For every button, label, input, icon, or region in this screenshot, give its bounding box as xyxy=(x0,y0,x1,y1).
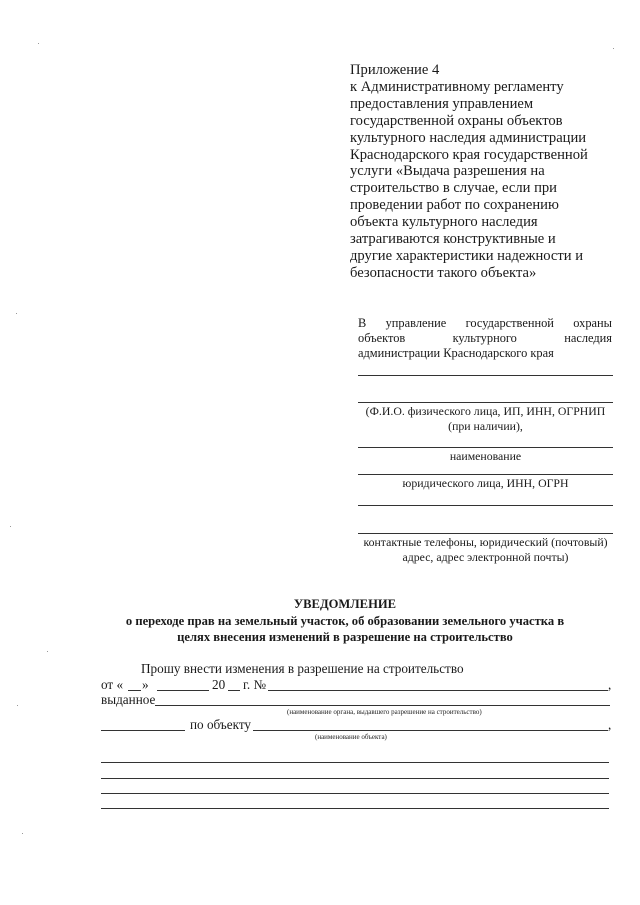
name-field-line xyxy=(358,447,613,448)
notice-subtitle-line-1: о переходе прав на земельный участок, об образовании земельного участка в xyxy=(125,614,565,628)
appendix-line: затрагиваются конструктивные и xyxy=(350,231,556,248)
appendix-header xyxy=(350,62,612,282)
year-suffix: г. № xyxy=(243,677,267,692)
fio-field-line xyxy=(358,402,613,403)
from-prefix: от « xyxy=(101,677,124,692)
appendix-line: другие характеристики надежности и xyxy=(350,247,584,264)
addressee-word: В xyxy=(358,316,367,330)
appendix-line: предоставления управлением xyxy=(350,95,534,112)
contacts-caption-line-1: контактные телефоны, юридический (почтовый) xyxy=(363,535,608,549)
scan-speck xyxy=(10,526,11,527)
appendix-line: услуги «Выдача разрешения на xyxy=(350,163,545,180)
scan-speck xyxy=(47,651,48,652)
blank-line[interactable] xyxy=(101,778,609,779)
addressee-line-2 xyxy=(358,331,612,346)
appendix-line: строительство в случае, если при xyxy=(350,180,557,197)
blank-line[interactable] xyxy=(101,762,609,763)
addressee-line-1 xyxy=(358,316,612,331)
blank-line[interactable] xyxy=(101,808,609,809)
contacts-field-line xyxy=(358,533,613,534)
blank-line xyxy=(358,505,613,506)
issuer-field-continued[interactable] xyxy=(101,730,185,731)
name-caption: наименование xyxy=(449,449,522,463)
issued-label: выданное xyxy=(101,692,156,707)
notice-title: УВЕДОМЛЕНИЕ xyxy=(293,597,397,611)
scan-speck xyxy=(22,833,23,834)
addressee-word: охраны xyxy=(573,316,612,330)
month-field[interactable] xyxy=(157,690,209,691)
appendix-line: государственной охраны объектов xyxy=(350,112,563,129)
scan-speck xyxy=(17,705,18,706)
day-field[interactable] xyxy=(128,690,141,691)
issuer-field[interactable] xyxy=(155,705,610,706)
fio-caption xyxy=(358,404,613,434)
issuer-caption: (наименование органа, выдавшего разрешение на строительство) xyxy=(287,708,482,716)
appendix-line: к Административному регламенту xyxy=(350,78,564,95)
from-close: » xyxy=(142,677,149,692)
object-caption: (наименование объекта) xyxy=(315,733,387,741)
contacts-caption xyxy=(358,535,613,565)
comma: , xyxy=(608,677,612,692)
fio-caption-line-2: (при наличии), xyxy=(448,419,523,433)
addressee-word: культурного xyxy=(452,331,517,345)
blank-line[interactable] xyxy=(101,793,609,794)
object-label: по объекту xyxy=(190,717,252,732)
appendix-line: безопасности такого объекта» xyxy=(350,264,537,281)
appendix-line: проведении работ по сохранению xyxy=(350,197,559,214)
year-field[interactable] xyxy=(228,690,240,691)
permit-number-field[interactable] xyxy=(268,690,608,691)
scan-speck xyxy=(16,313,17,314)
fio-caption-line-1: (Ф.И.О. физического лица, ИП, ИНН, ОГРНИП xyxy=(365,404,606,418)
contacts-caption-line-2: адрес, адрес электронной почты) xyxy=(402,550,569,564)
addressee-word: управление xyxy=(385,316,447,330)
addressee-word: объектов xyxy=(358,331,406,345)
appendix-line: объекта культурного наследия xyxy=(350,214,538,231)
legal-field-line xyxy=(358,474,613,475)
legal-caption: юридического лица, ИНН, ОГРН xyxy=(402,476,569,490)
addressee-block xyxy=(358,316,612,361)
object-field[interactable] xyxy=(253,730,608,731)
addressee-word: государственной xyxy=(465,316,554,330)
scan-speck xyxy=(613,48,614,49)
appendix-line: культурного наследия администрации xyxy=(350,129,587,146)
appendix-line: Краснодарского края государственной xyxy=(350,146,588,163)
blank-line xyxy=(358,375,613,376)
notice-subtitle-line-2: целях внесения изменений в разрешение на строительство xyxy=(177,630,513,644)
appendix-line: Приложение 4 xyxy=(350,62,440,78)
request-text: Прошу внести изменения в разрешение на строительство xyxy=(141,661,464,676)
addressee-line-3: администрации Краснодарского края xyxy=(358,346,554,360)
scan-speck xyxy=(38,43,39,44)
comma: , xyxy=(608,717,612,732)
year-prefix: 20 xyxy=(212,677,226,692)
addressee-word: наследия xyxy=(564,331,612,345)
